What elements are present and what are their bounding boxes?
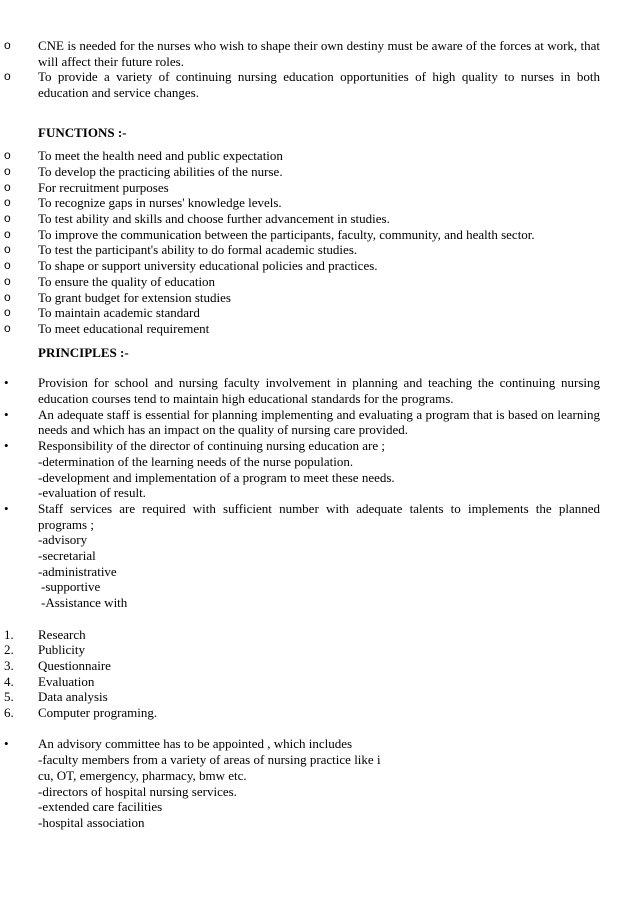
circle-bullet-icon: o — [4, 289, 11, 304]
disc-bullet-icon: • — [4, 438, 9, 454]
list-number: 4. — [4, 673, 14, 689]
sub-line: -extended care facilities — [38, 799, 163, 815]
list-item-text: To shape or support university educational policies and practices. — [38, 258, 378, 274]
circle-bullet-icon: o — [4, 320, 11, 335]
disc-bullet-icon: • — [4, 500, 9, 516]
sub-line: -secretarial — [38, 548, 96, 564]
principle-item — [0, 407, 638, 438]
list-item-text: For recruitment purposes — [38, 179, 169, 195]
list-item-text: To recognize gaps in nurses' knowledge levels. — [38, 195, 282, 211]
sub-line: -determination of the learning needs of the nurse population. — [38, 453, 354, 469]
functions-heading: FUNCTIONS :- — [38, 124, 127, 140]
list-item — [0, 242, 638, 258]
list-item-text: Publicity — [38, 642, 85, 658]
disc-bullet-icon: • — [4, 736, 9, 752]
list-item — [0, 674, 638, 690]
list-item-text: To test ability and skills and choose further advancement in studies. — [38, 211, 390, 227]
sub-line: -administrative — [38, 563, 117, 579]
list-item — [0, 705, 638, 721]
principle-text: An advisory committee has to be appointed , which includes — [38, 736, 353, 752]
sub-line: -faculty members from a variety of areas of nursing practice like i — [38, 752, 381, 768]
list-item-text: To meet educational requirement — [38, 320, 210, 336]
principle-item — [0, 438, 638, 501]
principle-item — [0, 375, 638, 406]
numbered-list — [0, 627, 638, 721]
circle-bullet-icon: o — [4, 69, 11, 84]
principle-text: Responsibility of the director of continuing nursing education are ; — [38, 438, 385, 454]
disc-bullet-icon: • — [4, 406, 9, 422]
list-item-text: To grant budget for extension studies — [38, 289, 231, 305]
circle-bullet-icon: o — [4, 38, 11, 52]
sub-line: -hospital association — [38, 815, 145, 830]
list-item — [0, 211, 638, 227]
circle-bullet-icon: o — [4, 148, 11, 163]
principle-text: An adequate staff is essential for planning implementing and evaluating a program that is based on learning needs and which has an impact on the quality of nursing care provided. — [38, 406, 600, 438]
list-item-text: Data analysis — [38, 689, 108, 705]
list-number: 6. — [4, 705, 14, 721]
functions-list — [0, 148, 638, 336]
list-number: 2. — [4, 642, 14, 658]
sub-line: -advisory — [38, 532, 88, 548]
circle-bullet-icon: o — [4, 211, 11, 226]
disc-bullet-icon: • — [4, 375, 9, 391]
list-item — [0, 290, 638, 306]
list-item — [0, 274, 638, 290]
list-item-text: To develop the practicing abilities of the nurse. — [38, 163, 283, 179]
list-item — [0, 195, 638, 211]
sub-line: -development and implementation of a program to meet these needs. — [38, 469, 395, 485]
circle-bullet-icon: o — [4, 226, 11, 241]
sub-line: -evaluation of result. — [38, 485, 146, 501]
list-item — [0, 689, 638, 705]
list-item — [0, 642, 638, 658]
intro-text: To provide a variety of continuing nursing education opportunities of high quality to nurses in both education and service changes. — [38, 69, 600, 101]
circle-bullet-icon: o — [4, 163, 11, 178]
circle-bullet-icon: o — [4, 273, 11, 288]
intro-item — [0, 69, 638, 100]
list-item-text: To maintain academic standard — [38, 305, 200, 321]
list-item-text: Research — [38, 626, 86, 642]
list-item-text: Evaluation — [38, 673, 95, 689]
sub-line: -supportive — [41, 579, 101, 595]
list-item-text: To ensure the quality of education — [38, 273, 216, 289]
list-item-text: To meet the health need and public expectation — [38, 148, 283, 164]
list-number: 5. — [4, 689, 14, 705]
circle-bullet-icon: o — [4, 179, 11, 194]
circle-bullet-icon: o — [4, 258, 11, 273]
list-item — [0, 148, 638, 164]
sub-line: -Assistance with — [41, 595, 128, 611]
circle-bullet-icon: o — [4, 195, 11, 210]
list-item — [0, 627, 638, 643]
list-item — [0, 227, 638, 243]
sub-line: cu, OT, emergency, pharmacy, bmw etc. — [38, 767, 247, 783]
principle-text: Staff services are required with sufficient number with adequate talents to implements the planned programs ; — [38, 500, 600, 532]
principle-item — [0, 736, 638, 830]
list-item — [0, 321, 638, 337]
circle-bullet-icon: o — [4, 242, 11, 257]
list-item — [0, 180, 638, 196]
circle-bullet-icon: o — [4, 305, 11, 320]
list-item — [0, 305, 638, 321]
list-item-text: Computer programing. — [38, 705, 158, 721]
list-item-text: To improve the communication between the participants, faculty, community, and health sector. — [38, 226, 535, 242]
intro-item — [0, 38, 638, 69]
list-item-text: Questionnaire — [38, 657, 111, 673]
intro-text: CNE is needed for the nurses who wish to shape their own destiny must be aware of the forces at work, that will affect their future roles. — [38, 38, 600, 69]
sub-line: -directors of hospital nursing services. — [38, 783, 237, 799]
principle-text: Provision for school and nursing faculty involvement in planning and teaching the continuing nursing education courses tend to maintain high educational standards for the programs. — [38, 375, 600, 407]
list-item — [0, 658, 638, 674]
list-item — [0, 164, 638, 180]
principles-heading: PRINCIPLES :- — [38, 344, 129, 360]
list-number: 1. — [4, 626, 14, 642]
list-item — [0, 258, 638, 274]
list-number: 3. — [4, 657, 14, 673]
principle-item — [0, 501, 638, 611]
list-item-text: To test the participant's ability to do formal academic studies. — [38, 242, 358, 258]
